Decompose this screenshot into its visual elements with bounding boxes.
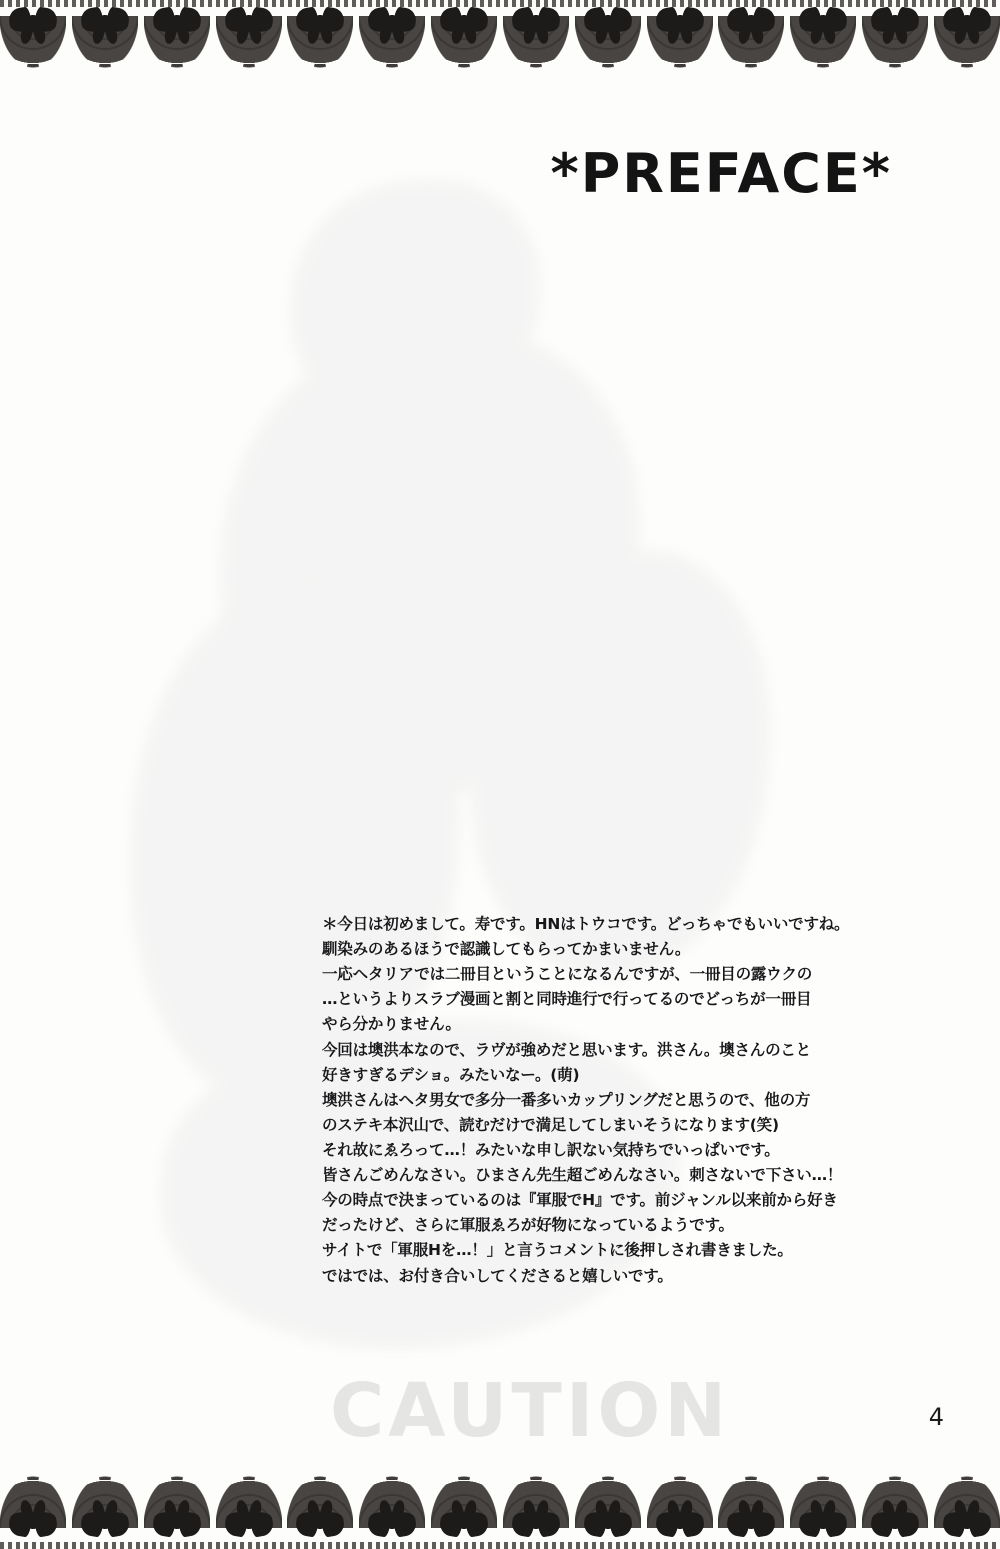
lace-motif	[934, 0, 1000, 90]
preface-line: 馴染みのあるほうで認識してもらってかまいません。	[322, 940, 691, 959]
lace-motif	[503, 0, 569, 90]
lace-motif	[359, 0, 425, 90]
ribbon-bow-icon	[296, 1506, 344, 1540]
lace-motif	[575, 0, 641, 90]
lace-motif	[718, 0, 784, 90]
ribbon-bow-icon	[656, 4, 704, 38]
ribbon-bow-icon	[153, 4, 201, 38]
lace-motif	[359, 1454, 425, 1544]
preface-line: 墺洪さんはヘタ男女で多分一番多いカップリングだと思うので、他の方	[322, 1090, 811, 1109]
lace-motif	[216, 1454, 282, 1544]
preface-line: 皆さんごめんなさい。ひまさん先生超ごめんなさい。刺さないで下さい…！	[322, 1166, 843, 1185]
preface-line: のステキ本沢山で、読むだけで満足してしまいそうになります(笑)	[322, 1115, 779, 1134]
ribbon-bow-icon	[9, 1506, 57, 1540]
ribbon-bow-icon	[871, 1506, 919, 1540]
lace-motif	[431, 0, 497, 90]
ribbon-bow-icon	[727, 4, 775, 38]
lace-motif	[216, 0, 282, 90]
ribbon-bow-icon	[799, 4, 847, 38]
preface-line: 今回は墺洪本なので、ラヴが強めだと思います。洪さん。墺さんのこと	[322, 1040, 811, 1059]
preface-line: サイトで「軍服Hを…！」と言うコメントに後押しされ書きました。	[322, 1241, 793, 1260]
ribbon-bow-icon	[440, 1506, 488, 1540]
preface-line: 一応ヘタリアでは二冊目ということになるんですが、一冊目の露ウクの	[322, 965, 813, 984]
preface-line: ＊今日は初めまして。寿です。HNはトウコです。どっちゃでもいいですね。	[322, 915, 850, 933]
lace-motif	[144, 1454, 210, 1544]
lace-motif	[503, 1454, 569, 1544]
ribbon-bow-icon	[153, 1506, 201, 1540]
lace-motif	[862, 0, 928, 90]
ribbon-bow-icon	[512, 1506, 560, 1540]
lace-motif-row-top	[0, 0, 1000, 90]
top-lace-border	[0, 0, 1000, 95]
page-title: *PREFACE*	[550, 142, 892, 205]
lace-motif	[647, 1454, 713, 1544]
ribbon-bow-icon	[81, 4, 129, 38]
ribbon-bow-icon	[584, 4, 632, 38]
lace-motif	[144, 0, 210, 90]
ribbon-bow-icon	[440, 4, 488, 38]
ribbon-bow-icon	[368, 1506, 416, 1540]
lace-motif	[72, 1454, 138, 1544]
lace-motif	[287, 0, 353, 90]
lace-motif	[934, 1454, 1000, 1544]
background-watermark-text: CAUTION	[330, 1368, 731, 1454]
ribbon-bow-icon	[296, 4, 344, 38]
preface-line: だったけど、さらに軍服ゑろが好物になっているようです。	[322, 1216, 734, 1235]
ribbon-bow-icon	[512, 4, 560, 38]
page-number: 4	[928, 1403, 944, 1431]
ribbon-bow-icon	[943, 1506, 991, 1540]
preface-line: ではでは、お付き合いしてくださると嬉しいです。	[322, 1266, 673, 1285]
ribbon-bow-icon	[81, 1506, 129, 1540]
preface-line: それ故にゑろって…！みたいな申し訳ない気持ちでいっぱいです。	[322, 1140, 780, 1159]
ribbon-bow-icon	[727, 1506, 775, 1540]
lace-motif	[790, 1454, 856, 1544]
ribbon-bow-icon	[368, 4, 416, 38]
ribbon-bow-icon	[584, 1506, 632, 1540]
ribbon-bow-icon	[799, 1506, 847, 1540]
ribbon-bow-icon	[225, 4, 273, 38]
lace-motif	[647, 0, 713, 90]
preface-line: 今の時点で決まっているのは『軍服でH』です。前ジャンル以来前から好き	[322, 1191, 838, 1210]
bottom-lace-border	[0, 1454, 1000, 1549]
preface-body	[322, 912, 922, 1289]
lace-motif-row-bottom	[0, 1454, 1000, 1544]
ribbon-bow-icon	[871, 4, 919, 38]
lace-motif	[0, 1454, 66, 1544]
preface-line: …というよりスラブ漫画と割と同時進行で行ってるのでどっちが一冊目	[322, 990, 812, 1009]
preface-line: 好きすぎるデショ。みたいなー。(萌)	[322, 1065, 580, 1084]
ribbon-bow-icon	[225, 1506, 273, 1540]
ribbon-bow-icon	[9, 4, 57, 38]
preface-line: やら分かりません。	[322, 1015, 461, 1034]
ribbon-bow-icon	[943, 4, 991, 38]
ribbon-bow-icon	[656, 1506, 704, 1540]
lace-motif	[0, 0, 66, 90]
lace-motif	[718, 1454, 784, 1544]
lace-motif	[575, 1454, 641, 1544]
lace-motif	[790, 0, 856, 90]
lace-motif	[72, 0, 138, 90]
lace-motif	[862, 1454, 928, 1544]
lace-motif	[287, 1454, 353, 1544]
lace-motif	[431, 1454, 497, 1544]
